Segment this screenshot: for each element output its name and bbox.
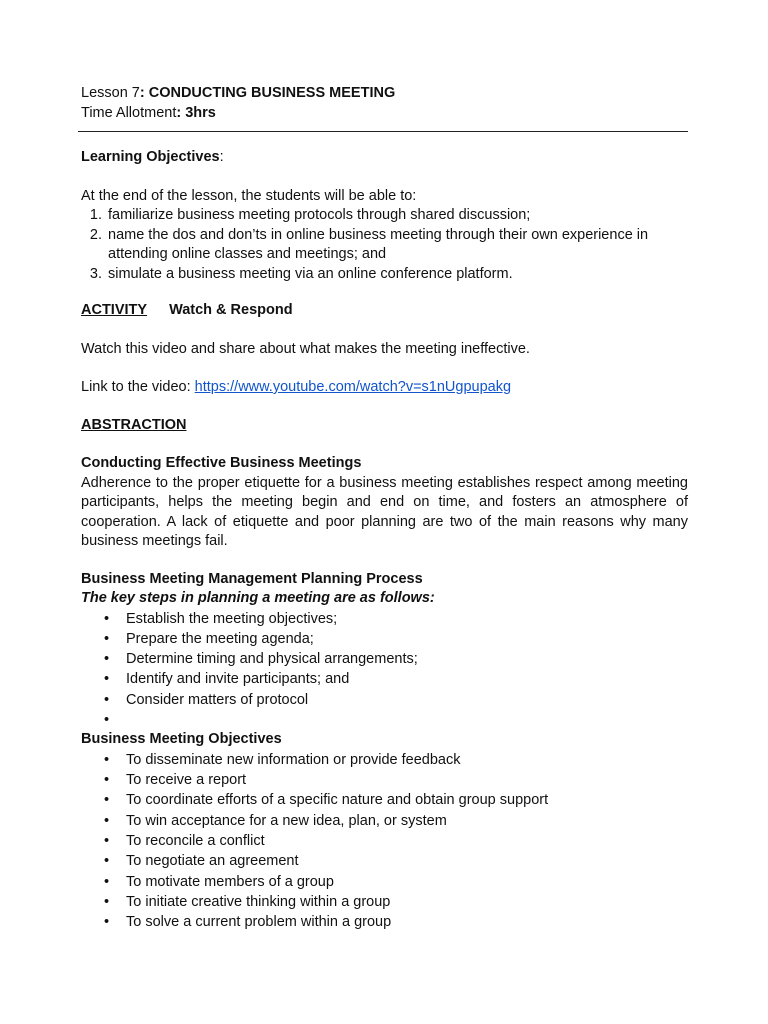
video-link-label: Link to the video: xyxy=(81,379,195,395)
activity-title: Watch & Respond xyxy=(169,302,293,318)
list-item: • Determine timing and physical arrangements; xyxy=(126,649,688,669)
list-item: • Consider matters of protocol xyxy=(126,690,688,710)
objective-item: 1. familiarize business meeting protocols through shared discussion; xyxy=(106,206,688,226)
abstraction-paragraph: Adherence to the proper etiquette for a business meeting establishes respect among meeting participants, helps the meeting begin and end on time, and fosters an atmosphere of cooperation. A lack of etiquette and poor planning are two of the main reasons why many business meetings fail. xyxy=(81,474,688,549)
time-allotment-value: : 3hrs xyxy=(176,104,216,121)
list-item: • To initiate creative thinking within a group xyxy=(126,892,688,912)
meeting-objectives-heading: Business Meeting Objectives xyxy=(81,731,282,748)
activity-instruction: Watch this video and share about what makes the meeting ineffective. xyxy=(81,340,530,357)
learning-objectives-heading: Learning Objectives xyxy=(81,149,220,165)
abstraction-section xyxy=(81,416,688,552)
time-allotment-label: Time Allotment xyxy=(81,104,177,121)
objectives-list xyxy=(81,206,688,284)
list-item: • To coordinate efforts of a specific nature and obtain group support xyxy=(126,790,688,810)
lesson-title-line xyxy=(81,84,688,104)
time-allotment-line xyxy=(81,104,688,124)
activity-section xyxy=(81,301,688,398)
activity-heading-row xyxy=(81,301,688,321)
list-item: • Prepare the meeting agenda; xyxy=(126,629,688,649)
meeting-objectives-section xyxy=(81,730,688,932)
list-item: • Establish the meeting objectives; xyxy=(126,609,688,629)
video-link-line xyxy=(81,378,688,398)
lesson-title: : CONDUCTING BUSINESS MEETING xyxy=(139,85,396,101)
header-divider xyxy=(78,131,688,132)
planning-section xyxy=(81,570,688,731)
objectives-intro: At the end of the lesson, the students will be able to: xyxy=(81,187,417,204)
abstraction-label: ABSTRACTION xyxy=(81,416,187,433)
list-item-empty xyxy=(126,710,688,730)
list-item: • To receive a report xyxy=(126,770,688,790)
lesson-prefix: Lesson 7 xyxy=(81,85,140,101)
list-item: • To reconcile a conflict xyxy=(126,831,688,851)
heading-colon: : xyxy=(219,149,224,165)
learning-objectives-section xyxy=(81,148,688,284)
planning-subheading: The key steps in planning a meeting are as follows: xyxy=(81,590,435,606)
list-item: • Identify and invite participants; and xyxy=(126,669,688,689)
list-item: • To solve a current problem within a group xyxy=(126,912,688,932)
planning-heading: Business Meeting Management Planning Process xyxy=(81,570,423,587)
abstraction-subheading: Conducting Effective Business Meetings xyxy=(81,455,362,471)
list-item: • To disseminate new information or provide feedback xyxy=(126,750,688,770)
objective-item: 2. name the dos and don’ts in online business meeting through their own experience in attending online classes and meetings; and xyxy=(106,226,688,265)
video-link[interactable]: https://www.youtube.com/watch?v=s1nUgpupakg xyxy=(194,379,512,395)
learning-objectives-heading-line xyxy=(81,148,688,168)
document-page xyxy=(81,84,688,932)
list-item: • To negotiate an agreement xyxy=(126,851,688,871)
list-item: • To win acceptance for a new idea, plan, or system xyxy=(126,811,688,831)
meeting-objectives-list xyxy=(81,750,688,933)
list-item: • To motivate members of a group xyxy=(126,872,688,892)
activity-label: ACTIVITY xyxy=(81,302,148,318)
objective-item: 3. simulate a business meeting via an online conference platform. xyxy=(106,265,688,285)
planning-list xyxy=(81,609,688,731)
